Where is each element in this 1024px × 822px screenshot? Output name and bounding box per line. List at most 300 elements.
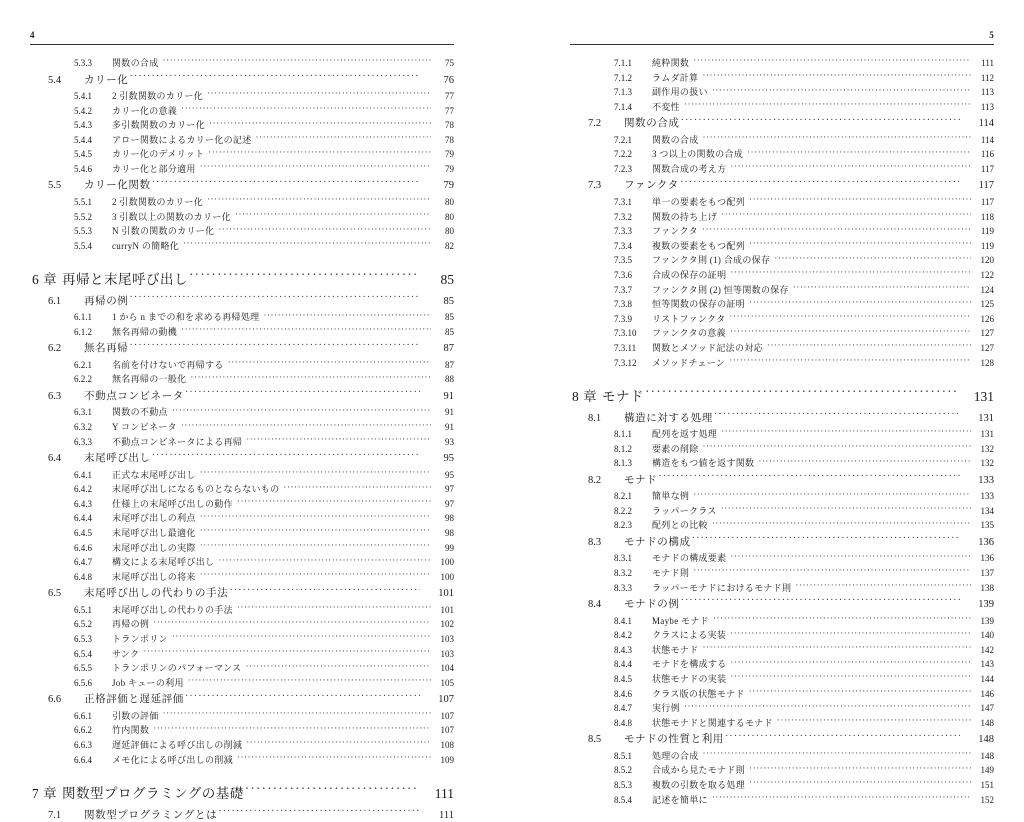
toc-entry-number: 6.5.6 (74, 677, 92, 688)
toc-entry-number: 5.5.4 (74, 240, 92, 251)
toc-entry-page-number: 138 (980, 582, 994, 593)
toc-entry-number: 8.1.3 (614, 458, 632, 469)
toc-entry-page-number: 125 (980, 299, 994, 310)
dot-leader (163, 710, 431, 719)
toc-entry-number: 5.4.3 (74, 120, 92, 131)
toc-entry-number: 8.4.6 (614, 688, 632, 699)
toc-entry-page-number: 116 (980, 149, 994, 160)
toc-entry-subsection[interactable] (570, 341, 994, 354)
dot-leader (183, 240, 431, 249)
toc-entry-page-number: 100 (440, 571, 454, 582)
toc-entry-number: 7.1.4 (614, 101, 632, 112)
toc-entry-subsection[interactable] (30, 133, 454, 146)
toc-entry-subsection[interactable] (570, 356, 994, 369)
dot-leader (185, 388, 420, 399)
toc-entry-title: 多引数関数のカリー化 (112, 120, 206, 131)
toc-entry-subsection[interactable] (570, 793, 994, 806)
toc-entry-subsection[interactable] (570, 643, 994, 656)
toc-list-left (30, 56, 454, 822)
toc-entry-title: 単一の要素をもつ配列 (652, 196, 746, 207)
toc-entry-title: 末尾呼び出し (84, 453, 151, 465)
toc-entry-subsection[interactable] (570, 56, 994, 69)
dot-leader (185, 692, 420, 703)
toc-entry-subsection[interactable] (30, 738, 454, 751)
toc-entry-subsection[interactable] (30, 526, 454, 539)
toc-entry-subsection[interactable] (570, 71, 994, 84)
dot-leader (129, 293, 420, 304)
toc-entry-subsection[interactable] (570, 312, 994, 325)
toc-entry-number: 8.5.4 (614, 794, 632, 805)
toc-entry-subsection[interactable] (30, 661, 454, 674)
toc-entry-title: 恒等関数の保存の証明 (652, 299, 746, 310)
dot-leader (152, 178, 420, 189)
toc-entry-subsection[interactable] (570, 716, 994, 729)
dot-leader (218, 807, 420, 818)
dot-leader (237, 754, 431, 763)
toc-entry-subsection[interactable] (570, 763, 994, 776)
toc-entry-subsection[interactable] (570, 147, 994, 160)
toc-entry-number: 6.4.3 (74, 498, 92, 509)
dot-leader (703, 644, 971, 653)
toc-entry-title: ラッパークラス (652, 505, 717, 516)
toc-entry-section[interactable] (570, 177, 994, 192)
toc-entry-number: 7 章 (32, 785, 58, 801)
toc-entry-number: 6.5.4 (74, 648, 92, 659)
toc-entry-subsection[interactable] (570, 701, 994, 714)
toc-entry-subsection[interactable] (570, 85, 994, 98)
toc-entry-subsection[interactable] (570, 224, 994, 237)
toc-entry-subsection[interactable] (30, 647, 454, 660)
toc-entry-page-number: 78 (445, 120, 454, 131)
toc-entry-subsection[interactable] (570, 253, 994, 266)
dot-leader (207, 90, 431, 99)
toc-entry-subsection[interactable] (570, 778, 994, 791)
toc-entry-subsection[interactable] (570, 518, 994, 531)
dot-leader (129, 341, 420, 352)
toc-entry-subsection[interactable] (30, 325, 454, 338)
toc-entry-subsection[interactable] (30, 497, 454, 510)
toc-entry-page-number: 149 (980, 765, 994, 776)
header-rule (30, 44, 454, 45)
dot-leader (793, 284, 971, 293)
dot-leader (721, 428, 971, 437)
toc-entry-number: 7.1.2 (614, 72, 632, 83)
toc-entry-number: 6.4 (48, 453, 62, 465)
dot-leader (730, 673, 971, 682)
toc-entry-number: 5.5.1 (74, 196, 92, 207)
dot-leader (245, 662, 431, 671)
toc-entry-page-number: 134 (980, 505, 994, 516)
toc-entry-number: 8.1.1 (614, 429, 632, 439)
toc-entry-title: 構造をもつ値を返す関数 (652, 458, 755, 469)
toc-entry-subsection[interactable] (30, 372, 454, 385)
running-head-right (570, 22, 994, 42)
toc-entry-subsection[interactable] (30, 482, 454, 495)
toc-entry-title: Job キューの利用 (112, 677, 184, 688)
toc-entry-title: ファンクタ (624, 180, 679, 192)
toc-entry-title: ファンクタ則 (2) 恒等関数の保存 (652, 284, 789, 295)
dot-leader (767, 342, 971, 351)
toc-entry-page-number: 108 (440, 739, 454, 750)
toc-entry-title: カリー化のデメリット (112, 149, 205, 160)
toc-entry-subsection[interactable] (570, 133, 994, 146)
toc-entry-title: 構文による末尾呼び出し (112, 557, 215, 568)
toc-entry-number: 7.3.11 (614, 342, 637, 353)
toc-entry-title: クラスによる実装 (652, 630, 727, 641)
toc-entry-number: 7.3.7 (614, 284, 632, 295)
toc-entry-page-number: 100 (440, 557, 454, 568)
dot-leader (692, 534, 960, 545)
toc-entry-title: 簡単な例 (652, 491, 690, 502)
toc-entry-number: 7.1.3 (614, 87, 632, 98)
toc-entry-subsection[interactable] (30, 210, 454, 223)
toc-entry-page-number: 148 (980, 717, 994, 728)
toc-entry-subsection[interactable] (30, 435, 454, 448)
toc-entry-title: 1 から n までの和を求める再帰処理 (112, 312, 260, 323)
dot-leader (729, 313, 971, 322)
toc-entry-page-number: 76 (443, 74, 454, 86)
toc-entry-page-number: 112 (980, 72, 994, 83)
toc-entry-title: モナドの例 (624, 599, 680, 611)
toc-entry-number: 6.4.5 (74, 528, 92, 538)
toc-entry-section[interactable] (30, 72, 454, 87)
toc-entry-subsection[interactable] (570, 489, 994, 502)
toc-entry-subsection[interactable] (30, 89, 454, 102)
dot-leader (200, 527, 431, 536)
toc-entry-subsection[interactable] (570, 268, 994, 281)
toc-entry-number: 6.3.3 (74, 436, 92, 447)
toc-entry-subsection[interactable] (30, 239, 454, 252)
dot-leader (730, 658, 971, 667)
toc-entry-number: 6.4.8 (74, 571, 92, 582)
toc-entry-section[interactable] (570, 410, 994, 425)
toc-entry-title: 名前を付けないで再帰する (112, 359, 224, 370)
toc-entry-title: 関数型プログラミングとは (84, 809, 218, 821)
toc-entry-subsection[interactable] (570, 628, 994, 641)
toc-entry-page-number: 143 (980, 659, 994, 670)
toc-entry-number: 7.3.4 (614, 240, 632, 251)
dot-leader (200, 163, 431, 172)
toc-entry-title: 不動点コンビネータ (84, 390, 184, 402)
toc-entry-section[interactable] (570, 731, 994, 746)
toc-entry-page-number: 120 (980, 255, 994, 266)
toc-entry-page-number: 111 (439, 809, 454, 821)
toc-entry-page-number: 77 (445, 91, 454, 101)
toc-entry-title: 関数の合成 (112, 58, 159, 68)
toc-entry-number: 5.5.3 (74, 226, 92, 237)
toc-entry-page-number: 104 (440, 663, 454, 674)
toc-entry-chapter[interactable] (30, 782, 454, 802)
toc-entry-subsection[interactable] (570, 749, 994, 762)
toc-entry-subsection[interactable] (570, 162, 994, 175)
toc-entry-page-number: 117 (980, 196, 994, 207)
dot-leader (729, 357, 971, 366)
toc-entry-subsection[interactable] (30, 570, 454, 583)
dot-leader (693, 490, 971, 499)
toc-entry-page-number: 79 (443, 180, 454, 192)
dot-leader (730, 269, 971, 278)
toc-entry-page-number: 114 (978, 118, 994, 130)
toc-entry-number: 5.4.2 (74, 105, 92, 116)
dot-leader (749, 688, 971, 697)
toc-entry-page-number: 132 (980, 458, 994, 469)
toc-entry-title: 合成から見たモナド則 (652, 765, 746, 776)
toc-entry-subsection[interactable] (30, 676, 454, 689)
toc-entry-title: カリー化の意義 (112, 105, 178, 116)
dot-leader (693, 57, 971, 66)
toc-entry-number: 8.4.1 (614, 615, 632, 626)
dot-leader (684, 101, 971, 110)
toc-entry-subsection[interactable] (570, 581, 994, 594)
toc-entry-page-number: 131 (973, 388, 994, 404)
toc-entry-page-number: 132 (980, 443, 994, 454)
toc-entry-number: 5.5.2 (74, 211, 92, 222)
toc-entry-page-number: 79 (445, 163, 454, 174)
toc-entry-chapter[interactable] (570, 385, 994, 405)
toc-entry-title: ファンクタ則 (1) 合成の保存 (652, 255, 771, 266)
toc-entry-subsection[interactable] (570, 283, 994, 296)
toc-entry-subsection[interactable] (570, 687, 994, 700)
toc-entry-title: ファンクタ (652, 226, 698, 237)
dot-leader (246, 436, 431, 445)
toc-entry-subsection[interactable] (30, 753, 454, 766)
dot-leader (721, 505, 971, 514)
toc-entry-subsection[interactable] (30, 147, 454, 160)
toc-entry-chapter[interactable] (30, 268, 454, 288)
toc-entry-number: 7.3.12 (614, 357, 637, 368)
toc-entry-number: 7.3.6 (614, 269, 632, 280)
toc-entry-page-number: 91 (445, 407, 454, 418)
dot-leader (749, 764, 971, 773)
toc-entry-title: 末尾呼び出しになるものとならないもの (112, 484, 280, 495)
dot-leader (143, 648, 431, 657)
toc-entry-subsection[interactable] (30, 358, 454, 371)
toc-entry-page-number: 139 (978, 599, 994, 611)
toc-entry-page-number: 101 (440, 604, 454, 615)
toc-entry-section[interactable] (30, 585, 454, 600)
toc-entry-page-number: 87 (443, 343, 454, 355)
toc-entry-section[interactable] (30, 691, 454, 706)
toc-entry-number: 5.3.3 (74, 58, 92, 68)
toc-entry-page-number: 124 (980, 284, 994, 295)
toc-entry-subsection[interactable] (30, 56, 454, 69)
toc-entry-page-number: 127 (980, 328, 994, 339)
toc-entry-number: 5.4.4 (74, 134, 92, 145)
toc-entry-page-number: 140 (980, 630, 994, 641)
toc-entry-subsection[interactable] (570, 456, 994, 469)
toc-entry-subsection[interactable] (30, 632, 454, 645)
toc-entry-title: 純粋関数 (652, 58, 690, 68)
toc-entry-number: 7.3.3 (614, 226, 632, 237)
toc-entry-subsection[interactable] (570, 657, 994, 670)
toc-entry-number: 8.5.1 (614, 750, 632, 761)
toc-entry-page-number: 147 (980, 703, 994, 714)
toc-entry-section[interactable] (30, 293, 454, 308)
toc-entry-number: 6.2.2 (74, 374, 92, 385)
toc-entry-section[interactable] (570, 115, 994, 130)
dot-leader (163, 57, 431, 66)
toc-entry-subsection[interactable] (570, 297, 994, 310)
dot-leader (777, 717, 971, 726)
toc-entry-subsection[interactable] (30, 310, 454, 323)
dot-leader (703, 134, 971, 143)
toc-entry-title: 末尾呼び出しの利点 (112, 513, 196, 524)
dot-leader (228, 359, 431, 368)
toc-entry-number: 7.3.5 (614, 255, 632, 266)
toc-entry-title: 正格評価と遅延評価 (84, 694, 184, 706)
toc-entry-page-number: 97 (445, 498, 454, 509)
toc-entry-subsection[interactable] (30, 603, 454, 616)
dot-leader (702, 72, 971, 81)
dot-leader (658, 472, 960, 483)
toc-entry-page-number: 144 (980, 673, 994, 684)
toc-entry-page-number: 136 (978, 536, 994, 548)
dot-leader (283, 483, 431, 492)
toc-entry-number: 7.3.2 (614, 211, 632, 222)
toc-entry-subsection[interactable] (30, 468, 454, 481)
toc-entry-subsection[interactable] (570, 239, 994, 252)
toc-entry-page-number: 103 (440, 633, 454, 644)
toc-entry-number: 6.1 (48, 295, 62, 307)
toc-entry-section[interactable] (570, 596, 994, 611)
toc-entry-subsection[interactable] (570, 195, 994, 208)
toc-entry-page-number: 127 (980, 342, 994, 353)
folio-number: 4 (30, 30, 35, 40)
toc-entry-title: 遅延評価による呼び出しの削減 (112, 739, 243, 750)
toc-entry-subsection[interactable] (30, 723, 454, 736)
dot-leader (245, 784, 419, 798)
toc-entry-subsection[interactable] (30, 405, 454, 418)
toc-entry-number: 7.2.3 (614, 163, 632, 174)
toc-entry-subsection[interactable] (570, 442, 994, 455)
toc-entry-number: 8.3.3 (614, 582, 632, 593)
toc-entry-page-number: 75 (445, 58, 454, 68)
dot-leader (200, 542, 431, 551)
toc-entry-title: 複数の要素をもつ配列 (652, 240, 746, 251)
toc-entry-number: 6.4.1 (74, 469, 92, 480)
toc-entry-title: モナドの性質と利用 (624, 734, 724, 746)
toc-entry-number: 5.4.1 (74, 91, 92, 101)
toc-entry-subsection[interactable] (30, 541, 454, 554)
dot-leader (237, 498, 431, 507)
toc-entry-subsection[interactable] (570, 614, 994, 627)
toc-entry-subsection[interactable] (30, 162, 454, 175)
toc-entry-subsection[interactable] (570, 551, 994, 564)
toc-entry-title: 再帰の例 (84, 295, 129, 307)
toc-entry-subsection[interactable] (30, 420, 454, 433)
toc-entry-subsection[interactable] (30, 224, 454, 237)
toc-entry-title: メソッドチェーン (652, 357, 726, 368)
dot-leader (684, 702, 971, 711)
toc-entry-number: 8.4.4 (614, 659, 632, 670)
toc-entry-subsection[interactable] (30, 709, 454, 722)
toc-entry-subsection[interactable] (570, 326, 994, 339)
toc-entry-page-number: 146 (980, 688, 994, 699)
running-head-left (30, 22, 454, 42)
toc-entry-title: 2 引数関数のカリー化 (112, 91, 204, 101)
toc-entry-page-number: 95 (443, 453, 454, 465)
dot-leader (725, 732, 960, 743)
toc-entry-section[interactable] (30, 340, 454, 355)
toc-entry-section[interactable] (570, 472, 994, 487)
toc-entry-number: 6.4.7 (74, 557, 92, 568)
toc-entry-page-number: 95 (445, 469, 454, 480)
toc-entry-subsection[interactable] (30, 195, 454, 208)
toc-entry-title: 再帰と末尾呼び出し (62, 271, 188, 287)
dot-leader (200, 571, 431, 580)
dot-leader (263, 311, 431, 320)
toc-entry-title: モナドの構成要素 (652, 553, 727, 564)
toc-entry-page-number: 119 (980, 226, 994, 237)
toc-entry-number: 8.2 (588, 474, 602, 486)
dot-leader (246, 739, 431, 748)
toc-entry-subsection[interactable] (30, 104, 454, 117)
dot-leader (712, 794, 971, 803)
toc-entry-title: 関数の不動点 (112, 407, 168, 418)
dot-leader (730, 552, 971, 561)
toc-entry-page-number: 148 (978, 734, 994, 746)
toc-entry-page-number: 137 (980, 567, 994, 578)
folio-number: 5 (989, 30, 994, 40)
toc-entry-subsection[interactable] (570, 566, 994, 579)
toc-entry-page-number: 107 (440, 725, 454, 736)
toc-entry-number: 6.5.1 (74, 604, 92, 615)
dot-leader (645, 387, 959, 401)
toc-entry-subsection[interactable] (30, 555, 454, 568)
toc-entry-title: リストファンクタ (652, 313, 726, 324)
toc-entry-title: curryN の簡略化 (112, 240, 180, 251)
dot-leader (681, 116, 961, 127)
toc-entry-section[interactable] (30, 388, 454, 403)
dot-leader (229, 586, 420, 597)
toc-entry-subsection[interactable] (30, 617, 454, 630)
toc-entry-number: 7.2 (588, 118, 602, 130)
toc-entry-subsection[interactable] (570, 210, 994, 223)
toc-entry-page-number: 80 (445, 226, 454, 237)
toc-entry-title: 記述を簡単に (652, 794, 708, 805)
toc-entry-number: 8.4 (588, 599, 602, 611)
toc-entry-subsection[interactable] (30, 511, 454, 524)
toc-entry-subsection[interactable] (570, 504, 994, 517)
dot-leader (218, 225, 431, 234)
toc-page-left (0, 0, 512, 821)
toc-entry-section[interactable] (30, 450, 454, 465)
toc-entry-subsection[interactable] (570, 100, 994, 113)
toc-entry-section[interactable] (30, 807, 454, 822)
toc-entry-page-number: 152 (980, 794, 994, 805)
toc-entry-title: モナド (624, 474, 658, 486)
toc-entry-title: モナドの構成 (624, 536, 691, 548)
toc-entry-page-number: 91 (443, 390, 454, 402)
toc-entry-title: ラムダ計算 (652, 72, 699, 83)
toc-entry-section[interactable] (570, 534, 994, 549)
toc-entry-number: 6.3.1 (74, 407, 92, 418)
toc-entry-title: 副作用の扱い (652, 87, 708, 98)
toc-entry-title: トランポリン (112, 633, 168, 644)
toc-entry-number: 8.4.5 (614, 673, 632, 684)
dot-leader (181, 105, 431, 114)
dot-leader (713, 615, 971, 624)
toc-entry-number: 6.1.2 (74, 326, 92, 337)
toc-entry-subsection[interactable] (570, 427, 994, 440)
toc-entry-subsection[interactable] (570, 672, 994, 685)
toc-entry-number: 7.1 (48, 809, 62, 821)
toc-entry-subsection[interactable] (30, 118, 454, 131)
toc-entry-section[interactable] (30, 177, 454, 192)
toc-entry-page-number: 91 (445, 422, 454, 433)
toc-entry-title: モナドを構成する (652, 659, 727, 670)
toc-entry-title: 関数とメソッド記法の対応 (652, 342, 763, 353)
